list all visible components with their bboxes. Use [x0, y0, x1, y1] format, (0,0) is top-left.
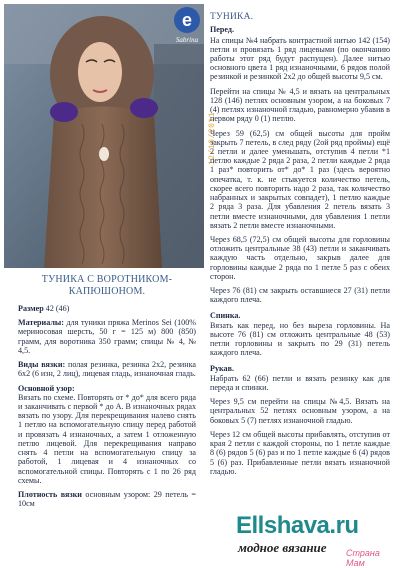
pattern-paragraph	[18, 384, 196, 485]
back-paragraph-1: Вязать как перед, но без выреза горловины. На высоте 76 (81) см отложить центральные 48 (53) петли горловины и закрыть по 29 (31) петель каждого плеча.	[210, 320, 390, 358]
date-stamp-text: 12/10/2011	[208, 112, 217, 166]
site-watermark	[228, 510, 398, 568]
density-label: Плотность вязки	[18, 489, 82, 499]
front-paragraph-1: На спицы №4 набрать контрастной нитью 142 (154) петли и провязать 1 ряд лицевыми (по окончанию работы этот ряд будут распущен). Далее нитью основного цвета 1 ряд изнаночными, 6 рядов полой резинкой и резинкой 2х2 до общей высоты 9,5 см.	[210, 35, 390, 82]
back-heading: Спинка.	[210, 310, 241, 320]
sleeve-paragraph-1: Набрать 62 (66) петли и вязать резинку как для переда и спинки.	[210, 373, 390, 393]
materials-paragraph	[18, 318, 196, 355]
tunic-title: ТУНИКА.	[210, 12, 254, 22]
watermark-sub: модное вязание	[238, 540, 327, 555]
stitches-label: Виды вязки:	[18, 360, 66, 370]
size-paragraph	[18, 304, 196, 313]
logo-caption: Sabrina	[175, 36, 199, 44]
article-title: ТУНИКА С ВОРОТНИКОМ-КАПЮШОНОМ.	[41, 274, 173, 297]
front-paragraph-3: Через 59 (62,5) см общей высоты для пройм закрыть 7 петель, в след ряду (2ой ряд проймы) ещё 2 петли и далее уменьшать, отступив 4 петли *1 петлю каждые 2 ряда 2 раза, 2 петли каждые 2 ряда 1 раз* повторить от* до* 1 раз (здесь вероятно опечатка, т. к. не стыкуется количество петель, скорее всего повторить надо 2 раза, так количество набранных и закрытых совпадет), 1 петлю каждые 2 ряда 3 раза. Для убавления 2 петель вязать 3 петли вместе изнаночными, для убавления 1 петли вязать 2 петли вместе изнаночными.	[210, 128, 390, 230]
left-column	[18, 274, 196, 513]
front-paragraph-4: Через 68,5 (72,5) см общей высоты для горловины отложить центральные 38 (43) петли и заканчивать каждую часть отдельно, закрыв далее для горловины каждые 2 ряда по 1 петле 5 раз с обеих сторон.	[210, 234, 390, 281]
right-column	[210, 12, 390, 481]
materials-text: для туники пряжа Merinos Sei (100% мериносовая шерсть, 50 г = 125 м) 800 (850) грамм, для воротника 350 грамм; спицы № 4, № 4,5.	[18, 318, 196, 355]
pattern-label: Основной узор:	[18, 383, 75, 393]
stitches-paragraph	[18, 360, 196, 378]
size-value: 42 (46)	[45, 304, 70, 313]
sleeve-paragraph-3: Через 12 см общей высоты прибавлять, отступив от края 2 петли с каждой стороны, по 1 петле каждые 8 (6) рядов 5 (6) раз и по 1 петле каждые 6 (4) рядов 5 (6) раз. Прибавленные петли вязать изнаночной гладью.	[210, 429, 390, 476]
front-paragraph-5: Через 76 (81) см закрыть оставшиеся 27 (31) петли каждого плеча.	[210, 286, 390, 305]
cover-photo	[4, 4, 204, 268]
sleeve-heading: Рукав.	[210, 363, 234, 373]
front-heading: Перед.	[210, 25, 234, 35]
pattern-text: Вязать по схеме. Повторять от * до* для всего ряда и заканчивать с первой * до А. В изнаночных рядах вязать по узору. Для перекрещивания налево снять 1 петлю на вспомогательную спицу перед работой и провязать 4 изнаночных, а затем 1 отложенную петлю лицевой. Для перекрещивания направо снять 4 петли на вспомогательную спицу за работой, 1 лицевая и 4 изнаночных со вспомогательной спицы. Повторять с 1 по 26 ряд схемы.	[18, 392, 197, 485]
front-paragraph-2: Перейти на спицы № 4,5 и вязать на центральных 128 (146) петлях основным узором, а на боковых 7 (4) петлях изнаночной гладью, равномерно убавив в первом ряду 0 (1) петлю.	[210, 86, 390, 124]
logo-letter: e	[181, 10, 193, 30]
sleeve-paragraph-2: Через 9,5 см перейти на спицы №4,5. Вязать на центральных 52 петлях основным узором, а на боковых 5 (7) петлях изнаночной гладью.	[210, 397, 390, 425]
materials-label: Материалы:	[18, 318, 64, 328]
watermark-main: Ellshava.ru	[236, 512, 359, 539]
stitches-text: полая резинка, резинка 2х2, резинка 6х2 (6 изн, 2 лиц), лицевая гладь, изнаночная гладь.	[18, 360, 196, 379]
size-label: Размер	[18, 304, 44, 313]
watermark-site: Страна Мам	[346, 548, 380, 568]
density-paragraph	[18, 490, 196, 508]
density-text: основным узором: 29 петель = 10см	[18, 489, 196, 509]
